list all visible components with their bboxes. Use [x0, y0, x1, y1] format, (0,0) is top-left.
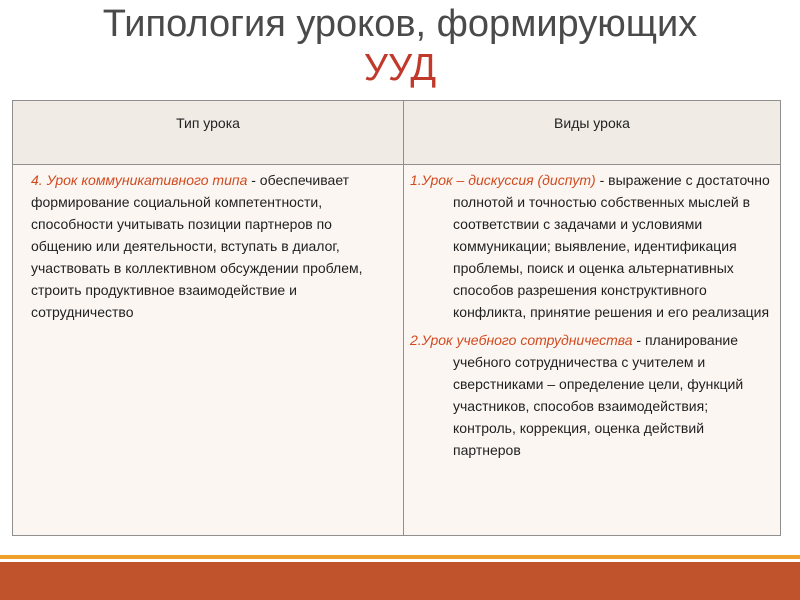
lesson-kind-description: - выражение с достаточно полнотой и точностью собственных мыслей в соответствии с задачами и условиями коммуникации; выявление, идентификация проблемы, поиск и оценка альтернативных способов разрешения конструктивного конфликта, принятие решения и его реализация: [453, 172, 770, 320]
header-lesson-type: Тип урока: [13, 101, 404, 165]
table-header-row: [13, 101, 781, 165]
table-row: [13, 165, 781, 536]
lesson-kind-item: [410, 169, 772, 323]
lesson-kinds-cell: [404, 165, 781, 536]
lesson-type-title: 4. Урок коммуникативного типа: [31, 172, 248, 188]
title-line-2: УУД: [363, 47, 437, 89]
footer-bar: [0, 562, 800, 600]
lesson-kind-title: 2.Урок учебного сотрудничества: [410, 332, 633, 348]
lesson-type-cell: [13, 165, 404, 536]
lesson-type-description: - обеспечивает формирование социальной компетентности, способности учитывать позиции партнеров по общению или деятельности, вступать в диалог, участвовать в коллективном обсуждении проблем, строить продуктивное взаимодействие и сотрудничество: [31, 172, 363, 320]
header-lesson-kinds: Виды урока: [404, 101, 781, 165]
footer-accent-stripe: [0, 555, 800, 559]
title-line-1: Типология уроков, формирующих: [102, 3, 698, 45]
lesson-kind-item: [410, 329, 772, 461]
lesson-typology-table: [12, 100, 781, 536]
lesson-kind-description: - планирование учебного сотрудничества с учителем и сверстниками – определение цели, функций участников, способов взаимодействия; контроль, коррекция, оценка действий партнеров: [453, 332, 744, 458]
lesson-kind-title: 1.Урок – дискуссия (диспут): [410, 172, 596, 188]
page-title: [0, 2, 800, 90]
